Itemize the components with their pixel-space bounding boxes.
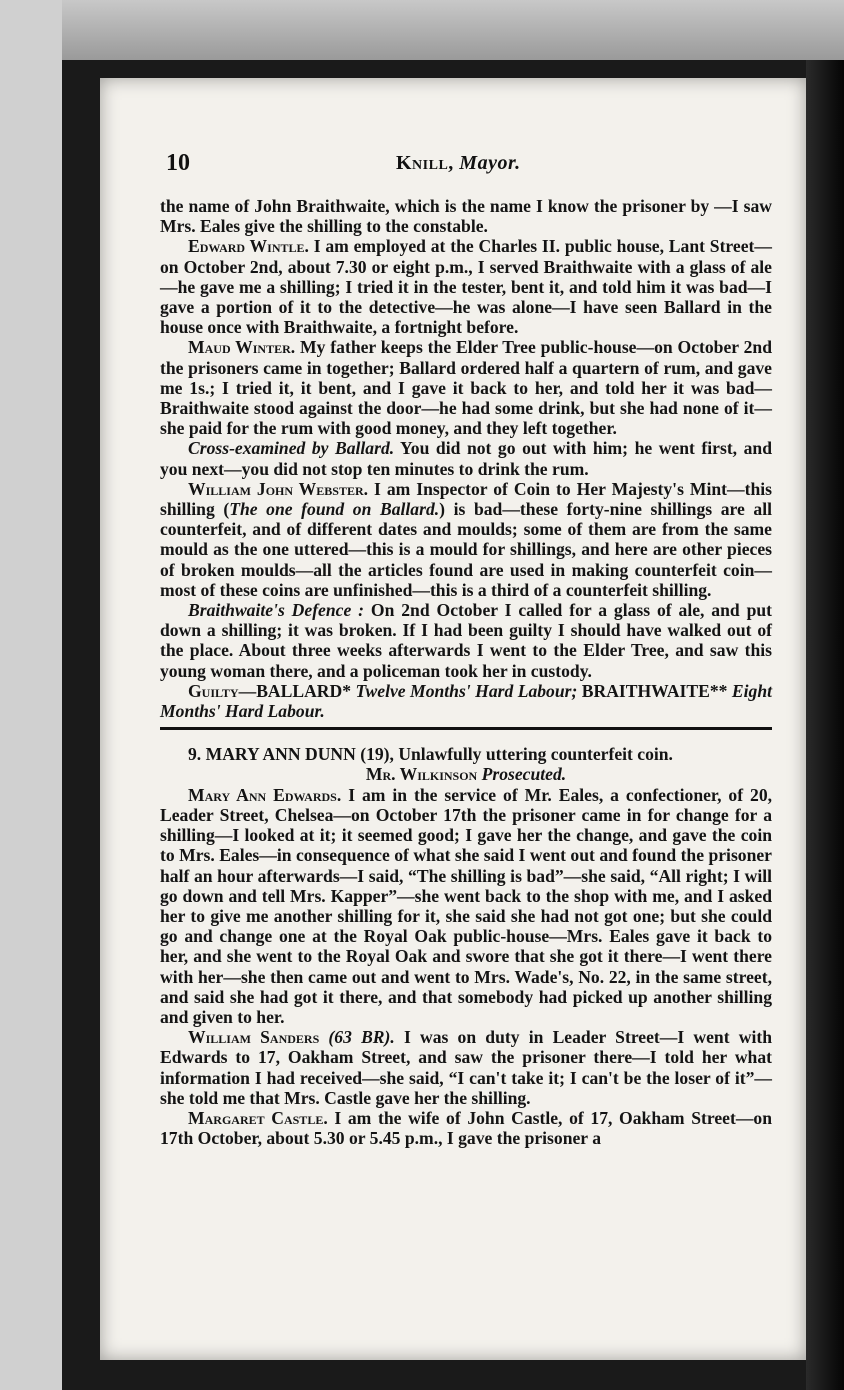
testimony-text: On 2nd October I called for a glass of ale, and put down a shilling; it was broken. If I had been guilty I should have walked out of the place. About three weeks afterwards I went to the Elder Tree, and saw this young woman there, and a policeman took her in custody. [160,600,772,681]
testimony-sanders [160,1027,772,1108]
cross-examined-label: Cross-examined by Ballard. [188,438,395,459]
verdict-sentence: Eight Months' Hard Labour. [160,680,772,722]
testimony-edwards [160,785,772,1027]
paragraph-continuation: the name of John Braithwaite, which is the name I know the prisoner by —I saw Mrs. Eales give the shilling to the constable. [160,196,772,237]
stage-note: The one found on Ballard. [229,499,440,520]
testimony-text: I was on duty in Leader Street—I went with Edwards to 17, Oakham Street, and saw the prisoner there—I told her what information I had received—she said, “I can't take it; I can't be the loser of it”—she told me that Mrs. Castle gave her the shilling. [160,1027,772,1108]
page-number: 10 [166,150,190,176]
cross-examination [160,438,772,478]
officer-badge: (63 BR). [319,1027,395,1048]
case-title: 9. MARY ANN DUNN (19), Unlawfully uttering counterfeit coin. [188,744,673,765]
prosecution-line [160,764,772,784]
scan-top-margin [0,0,844,60]
testimony-winter [160,337,772,438]
speaker-name: William Sanders [188,1027,320,1048]
page-body [160,196,772,1148]
running-head-title: Mayor. [459,152,521,174]
testimony-webster [160,479,772,600]
prosecuted-label: Prosecuted. [477,764,567,785]
running-head [396,152,521,175]
defence-label: Braithwaite's Defence : [188,600,365,621]
testimony-text: I am Inspector of Coin to Her Majesty's Mint—this shilling ( [160,478,772,520]
speaker-name: William John Webster. [188,478,369,499]
speaker-name: Edward Wintle. [188,236,309,257]
scan-left-margin [0,0,62,1390]
speaker-name: Maud Winter. [188,337,296,358]
speaker-name: Mary Ann Edwards. [188,784,342,805]
verdict-defendant: —BALLARD* [238,680,352,701]
testimony-text: You did not go out with him; he went first, and you next—you did not stop ten minutes to drink the rum. [160,438,772,479]
testimony-text: I am in the service of Mr. Eales, a confectioner, of 20, Leader Street, Chelsea—on October 17th the prisoner came in for change for a shilling—I looked at it; it seemed good; I gave her the change, and gave the coin to Mrs. Eales—in consequence of what she said I went out and found the prisoner half an hour afterwards—I said, “The shilling is bad”—she said, “All right; I will go down and tell Mrs. Kapper”—she went back to the shop with me, and I asked her to give me another shilling for it, she said she had not got one; but she could go and change one at the Royal Oak public-house—Mrs. Eales gave it back to her, and she went to the Royal Oak and swore that she got it there—I went there with her—she then came out and went to Mrs. Wade's, No. 22, in the same street, and said she had got it there, and that somebody had picked up another shilling and given to her. [160,784,773,1027]
section-divider [160,727,772,730]
testimony-text: I am employed at the Charles II. public house, Lant Street—on October 2nd, about 7.30 or eight p.m., I served Braithwaite with a glass of ale—he gave me a shilling; I tried it in the tester, bent it, and told him it was bad—I gave a portion of it to the detective—he was alone—I have seen Ballard in the house once with Braithwaite, a fortnight before. [160,236,772,338]
verdict-defendant: BRAITHWAITE** [577,680,728,701]
testimony-castle [160,1108,772,1148]
prosecutor-name: Mr. Wilkinson [365,764,478,785]
running-head-name: Knill, [396,152,454,174]
testimony-text: My father keeps the Elder Tree public-house—on October 2nd the prisoners came in together; Ballard ordered half a quartern of rum, and gave me 1s.; I tried it, it bent, and I gave it back to her, and told her it was bad—Braithwaite stood against the door—he had some drink, but she had none of it—she paid for the rum with good money, and they left together. [160,337,773,439]
testimony-text: ) is bad—these forty-nine shillings are all counterfeit, and of different dates and moulds; some of them are from the same mould as the one uttered—this is a mould for shillings, and here are other pieces of broken moulds—all the articles found are used in making counterfeit coin—most of these coins are unfinished—this is a third of a counterfeit shilling. [160,499,772,600]
verdict [160,681,772,721]
scan-binding-shadow [806,60,844,1390]
testimony-text: I am the wife of John Castle, of 17, Oakham Street—on 17th October, about 5.30 or 5.45 p.m., I gave the prisoner a [160,1107,772,1149]
page-header [166,150,776,186]
speaker-name: Margaret Castle. [188,1107,328,1128]
verdict-sentence: Twelve Months' Hard Labour; [351,680,578,701]
defence-statement [160,600,772,681]
verdict-label: Guilty [188,680,239,701]
testimony-wintle [160,236,772,337]
